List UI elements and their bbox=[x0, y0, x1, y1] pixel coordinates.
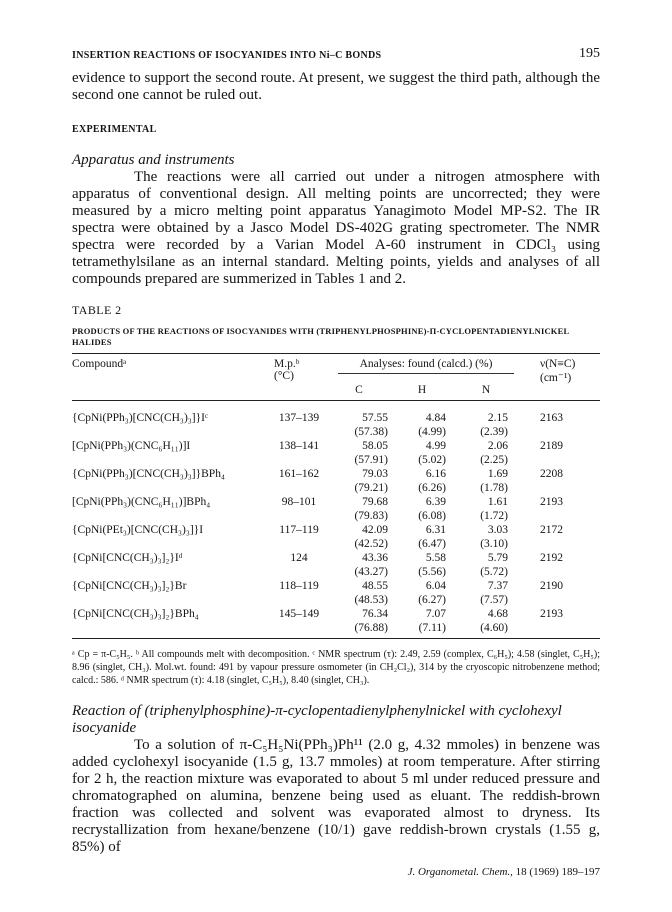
intro-paragraph: evidence to support the second route. At present, we suggest the third path, although the second one cannot be ruled out. bbox=[72, 70, 600, 103]
cell-empty bbox=[268, 621, 330, 635]
table-row bbox=[72, 579, 600, 593]
cell-empty bbox=[72, 593, 268, 607]
cell-h-calcd: (4.99) bbox=[418, 426, 446, 438]
cell-nu: 2189 bbox=[540, 440, 563, 452]
cell-n-calcd: (7.57) bbox=[480, 594, 508, 606]
col-analyses bbox=[330, 354, 522, 384]
cell-compound: {CpNi(PEt₃)[CNC(CH₃)₃]}I bbox=[72, 524, 204, 536]
cell-empty bbox=[72, 621, 268, 635]
cell-mp: 124 bbox=[290, 552, 308, 564]
cell-n-calcd: (1.72) bbox=[480, 510, 508, 522]
cell-n-found: 2.15 bbox=[487, 412, 508, 424]
cell-n-calcd: (2.25) bbox=[480, 454, 508, 466]
cell-mp: 145–149 bbox=[278, 608, 320, 620]
cell-empty bbox=[268, 537, 330, 551]
col-n: N bbox=[481, 384, 491, 396]
table-header-row bbox=[72, 354, 600, 384]
table-row bbox=[72, 495, 600, 509]
cell-empty bbox=[268, 509, 330, 523]
cell-h-calcd: (6.47) bbox=[418, 538, 446, 550]
cell-c-found: 43.36 bbox=[362, 552, 388, 564]
cell-h-found: 6.16 bbox=[425, 468, 446, 480]
cell-n-found: 3.03 bbox=[487, 524, 508, 536]
cell-compound: {CpNi[CNC(CH₃)₃]₂}Iᵈ bbox=[72, 552, 183, 564]
cell-c-calcd: (48.53) bbox=[354, 594, 388, 606]
cell-nu: 2192 bbox=[540, 552, 563, 564]
table-row-calcd bbox=[72, 481, 600, 495]
cell-empty bbox=[522, 593, 600, 607]
cell-compound: {CpNi[CNC(CH₃)₃]₂}BPh₄ bbox=[72, 608, 199, 620]
cell-compound: {CpNi(PPh₃)[CNC(CH₃)₃]}BPh₄ bbox=[72, 468, 225, 480]
cell-mp: 161–162 bbox=[278, 468, 320, 480]
table-subheader-row bbox=[72, 384, 600, 401]
page-header bbox=[72, 36, 600, 61]
table-footnote: ᵃ Cp = π-C₅H₅. ᵇ All compounds melt with decomposition. ᶜ NMR spectrum (τ): 2.49, 2.59 (complex, C₆H₅); 4.58 (singlet, C₅H₅); 8.96 (singlet, CH₃). Mol.wt. found: 491 by vapour pressure osmometer (in CH₂Cl₂), 314 by the cryoscopic nitrobenzene method; calcd.: 586. ᵈ NMR spectrum (τ): 4.18 (singlet, C₅H₅), 8.40 (singlet, CH₃). bbox=[72, 649, 600, 686]
col-mp-unit: (°C) bbox=[274, 370, 294, 382]
col-mp-label: M.p.ᵇ bbox=[274, 358, 300, 370]
cell-c-calcd: (79.21) bbox=[354, 482, 388, 494]
reaction-paragraph: To a solution of π-C₅H₅Ni(PPh₃)Ph¹¹ (2.0 g, 4.32 mmoles) in benzene was added cyclohexyl isocyanide (1.5 g, 13.7 mmoles) at room temperature. After stirring for 2 h, the reaction mixture was evaporated to about 5 ml under reduced pressure and chromatographed on alumina, benzene being used as eluant. The reddish-brown fraction was collected and solvent was evaporated almost to dryness. Its recrystallization from hexane/benzene (10/1) gave reddish-brown crystals (1.55 g, 85%) of bbox=[72, 737, 600, 855]
table-row bbox=[72, 411, 600, 425]
table-row-calcd bbox=[72, 537, 600, 551]
cell-c-found: 58.05 bbox=[362, 440, 388, 452]
cell-compound: [CpNi(PPh₃)(CNC₆H₁₁)]I bbox=[72, 440, 191, 452]
cell-compound: {CpNi[CNC(CH₃)₃]₂}Br bbox=[72, 580, 187, 592]
page bbox=[72, 36, 600, 878]
cell-empty bbox=[268, 425, 330, 439]
cell-empty bbox=[268, 453, 330, 467]
table-row bbox=[72, 551, 600, 565]
running-head: INSERTION REACTIONS OF ISOCYANIDES INTO Ni–C BONDS bbox=[72, 50, 382, 61]
cell-c-calcd: (57.38) bbox=[354, 426, 388, 438]
page-number: 195 bbox=[579, 46, 600, 61]
cell-c-calcd: (57.91) bbox=[354, 454, 388, 466]
cell-empty bbox=[72, 537, 268, 551]
cell-empty bbox=[522, 537, 600, 551]
table-body bbox=[72, 411, 600, 635]
cell-c-found: 79.03 bbox=[362, 468, 388, 480]
cell-empty bbox=[268, 565, 330, 579]
cell-empty bbox=[268, 481, 330, 495]
journal-name: J. Organometal. Chem., bbox=[407, 866, 513, 878]
table-row-calcd bbox=[72, 565, 600, 579]
cell-h-found: 6.31 bbox=[425, 524, 446, 536]
cell-nu: 2193 bbox=[540, 496, 563, 508]
table-row bbox=[72, 523, 600, 537]
cell-nu: 2208 bbox=[540, 468, 563, 480]
col-nu bbox=[522, 354, 600, 384]
cell-n-calcd: (3.10) bbox=[480, 538, 508, 550]
cell-h-found: 6.39 bbox=[425, 496, 446, 508]
col-h: H bbox=[417, 384, 427, 396]
col-analyses-label: Analyses: found (calcd.) (%) bbox=[359, 358, 493, 370]
col-c: C bbox=[355, 384, 363, 396]
cell-empty bbox=[522, 621, 600, 635]
table-row bbox=[72, 467, 600, 481]
table-title: PRODUCTS OF THE REACTIONS OF ISOCYANIDES WITH (TRIPHENYLPHOSPHINE)-Π-CYCLOPENTADIENYLNICKEL HALIDES bbox=[72, 326, 569, 347]
cell-h-calcd: (7.11) bbox=[418, 622, 446, 634]
journal-citation bbox=[72, 866, 600, 878]
cell-mp: 98–101 bbox=[281, 496, 317, 508]
cell-h-found: 6.04 bbox=[425, 580, 446, 592]
cell-empty bbox=[522, 509, 600, 523]
cell-n-found: 2.06 bbox=[487, 440, 508, 452]
col-nu-unit: (cm⁻¹) bbox=[540, 372, 572, 384]
cell-n-found: 7.37 bbox=[487, 580, 508, 592]
cell-empty bbox=[72, 509, 268, 523]
cell-n-calcd: (5.72) bbox=[480, 566, 508, 578]
table-row-calcd bbox=[72, 425, 600, 439]
cell-c-calcd: (42.52) bbox=[354, 538, 388, 550]
table-row-calcd bbox=[72, 453, 600, 467]
cell-mp: 118–119 bbox=[279, 580, 319, 592]
apparatus-paragraph: The reactions were all carried out under a nitrogen atmosphere with apparatus of conventional design. All melting points are uncorrected; they were measured by a micro melting point apparatus Yanagimoto Model MP-S2. The IR spectra were obtained by a Jasco Model DS-402G grating spectrometer. The NMR spectra were recorded by a Varian Model A-60 instrument in CDCl₃ using tetramethylsilane as an internal standard. Melting points, yields and analyses of all compounds prepared are summerized in Tables 1 and 2. bbox=[72, 169, 600, 287]
cell-n-found: 1.61 bbox=[487, 496, 508, 508]
col-mp bbox=[268, 354, 330, 384]
cell-compound: [CpNi(PPh₃)(CNC₆H₁₁)]BPh₄ bbox=[72, 496, 211, 508]
cell-n-calcd: (1.78) bbox=[480, 482, 508, 494]
table-row-calcd bbox=[72, 509, 600, 523]
table-bottom-rule bbox=[72, 638, 600, 639]
cell-h-found: 4.99 bbox=[425, 440, 446, 452]
cell-h-calcd: (6.08) bbox=[418, 510, 446, 522]
cell-n-found: 4.68 bbox=[487, 608, 508, 620]
table-row bbox=[72, 607, 600, 621]
cell-c-calcd: (43.27) bbox=[354, 566, 388, 578]
apparatus-heading: Apparatus and instruments bbox=[72, 152, 235, 168]
cell-h-found: 5.58 bbox=[425, 552, 446, 564]
cell-h-calcd: (5.56) bbox=[418, 566, 446, 578]
cell-c-found: 48.55 bbox=[362, 580, 388, 592]
cell-nu: 2172 bbox=[540, 524, 563, 536]
cell-n-calcd: (4.60) bbox=[480, 622, 508, 634]
journal-volume: 18 (1969) 189–197 bbox=[515, 866, 600, 878]
cell-nu: 2190 bbox=[540, 580, 563, 592]
cell-h-calcd: (6.27) bbox=[418, 594, 446, 606]
col-compound: Compoundᵃ bbox=[72, 358, 127, 370]
cell-h-calcd: (6.26) bbox=[418, 482, 446, 494]
cell-c-found: 57.55 bbox=[362, 412, 388, 424]
table-label: TABLE 2 bbox=[72, 303, 122, 317]
cell-mp: 138–141 bbox=[278, 440, 320, 452]
products-table bbox=[72, 354, 600, 635]
cell-mp: 137–139 bbox=[278, 412, 320, 424]
cell-compound: {CpNi(PPh₃)[CNC(CH₃)₃]}Iᶜ bbox=[72, 412, 208, 424]
cell-empty bbox=[522, 453, 600, 467]
cell-empty bbox=[268, 593, 330, 607]
cell-empty bbox=[522, 565, 600, 579]
table-row bbox=[72, 439, 600, 453]
cell-empty bbox=[522, 481, 600, 495]
cell-c-calcd: (79.83) bbox=[354, 510, 388, 522]
cell-empty bbox=[72, 481, 268, 495]
cell-nu: 2163 bbox=[540, 412, 563, 424]
cell-c-calcd: (76.88) bbox=[354, 622, 388, 634]
cell-h-found: 4.84 bbox=[425, 412, 446, 424]
cell-empty bbox=[522, 425, 600, 439]
col-nu-label: ν(N≡C) bbox=[540, 358, 576, 370]
reaction-heading: Reaction of (triphenylphosphine)-π-cyclopentadienylphenylnickel with cyclohexyl isocyanide bbox=[72, 703, 562, 736]
cell-empty bbox=[72, 565, 268, 579]
cell-n-found: 1.69 bbox=[487, 468, 508, 480]
cell-empty bbox=[72, 453, 268, 467]
table-row-calcd bbox=[72, 621, 600, 635]
cell-mp: 117–119 bbox=[279, 524, 319, 536]
cell-c-found: 42.09 bbox=[362, 524, 388, 536]
cell-n-calcd: (2.39) bbox=[480, 426, 508, 438]
cell-h-found: 7.07 bbox=[425, 608, 446, 620]
experimental-heading: EXPERIMENTAL bbox=[72, 124, 157, 135]
cell-c-found: 79.68 bbox=[362, 496, 388, 508]
cell-h-calcd: (5.02) bbox=[418, 454, 446, 466]
table-row-calcd bbox=[72, 593, 600, 607]
cell-nu: 2193 bbox=[540, 608, 563, 620]
cell-empty bbox=[72, 425, 268, 439]
cell-c-found: 76.34 bbox=[362, 608, 388, 620]
cell-n-found: 5.79 bbox=[487, 552, 508, 564]
